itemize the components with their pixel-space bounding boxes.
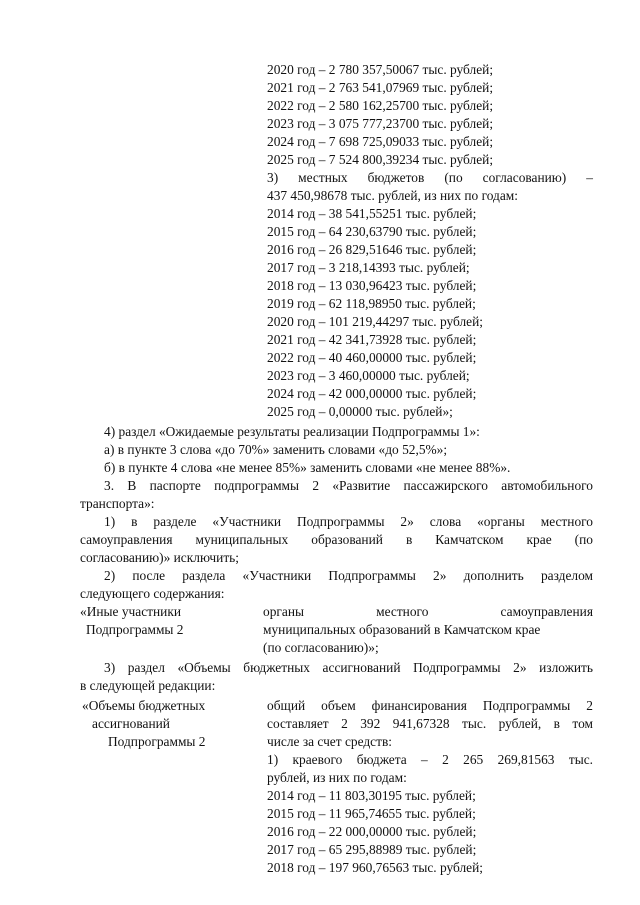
section-3-item-1-end: согласованию)» исключить; (80, 550, 240, 565)
volumes-value-2: составляет 2 392 941,67328 тыс. рублей, в том (267, 716, 593, 731)
volumes-value-3: числе за счет средств: (267, 734, 393, 749)
volumes-label-end: Подпрограммы 2 (108, 734, 206, 749)
volumes-value-5: рублей, из них по годам: (267, 770, 407, 785)
participants-value-cont: муниципальных образований в Камчатском крае (263, 622, 541, 637)
budget-line: 2024 год – 7 698 725,09033 тыс. рублей; (267, 134, 494, 149)
section-3-item-1: 1) в разделе «Участники Подпрограммы 2» слова «органы местного (104, 514, 593, 529)
budget-line: 2018 год – 13 030,96423 тыс. рублей; (267, 278, 477, 293)
section-3-item-1-cont: самоуправления муниципальных образований в Камчатском крае (по (80, 532, 593, 547)
participants-value-end: (по согласованию)»; (263, 640, 379, 655)
local-budget-total: 437 450,98678 тыс. рублей, из них по годам: (267, 188, 518, 203)
local-budget-heading: 3) местных бюджетов (по согласованию) – (267, 170, 593, 185)
volumes-label: «Объемы бюджетных (82, 698, 206, 713)
section-3-item-3: 3) раздел «Объемы бюджетных ассигнований Подпрограммы 2» изложить (104, 660, 593, 675)
section-3-item-2-cont: следующего содержания: (80, 586, 225, 601)
budget-line: 2020 год – 101 219,44297 тыс. рублей; (267, 314, 484, 329)
budget-line: 2021 год – 42 341,73928 тыс. рублей; (267, 332, 477, 347)
participants-value: органы местного самоуправления (263, 604, 593, 619)
budget-line: 2025 год – 7 524 800,39234 тыс. рублей; (267, 152, 494, 167)
budget-line: 2014 год – 38 541,55251 тыс. рублей; (267, 206, 477, 221)
paragraph-4: 4) раздел «Ожидаемые результаты реализации Подпрограммы 1»: (104, 424, 480, 439)
budget-line: 2014 год – 11 803,30195 тыс. рублей; (267, 788, 476, 803)
budget-line: 2023 год – 3 075 777,23700 тыс. рублей; (267, 116, 494, 131)
section-3-item-2: 2) после раздела «Участники Подпрограммы 2» дополнить разделом (104, 568, 593, 583)
budget-line: 2016 год – 22 000,00000 тыс. рублей; (267, 824, 477, 839)
budget-line: 2019 год – 62 118,98950 тыс. рублей; (267, 296, 476, 311)
budget-line: 2017 год – 3 218,14393 тыс. рублей; (267, 260, 470, 275)
budget-line: 2015 год – 11 965,74655 тыс. рублей; (267, 806, 476, 821)
budget-line: 2022 год – 2 580 162,25700 тыс. рублей; (267, 98, 494, 113)
budget-line: 2024 год – 42 000,00000 тыс. рублей; (267, 386, 477, 401)
volumes-value-1: общий объем финансирования Подпрограммы 2 (267, 698, 593, 713)
section-3-item-3-cont: в следующей редакции: (80, 678, 216, 693)
budget-line: 2022 год – 40 460,00000 тыс. рублей; (267, 350, 477, 365)
volumes-value-4: 1) краевого бюджета – 2 265 269,81563 тыс. (267, 752, 593, 767)
budget-line: 2020 год – 2 780 357,50067 тыс. рублей; (267, 62, 494, 77)
paragraph-4b: б) в пункте 4 слова «не менее 85%» заменить словами «не менее 88%». (104, 460, 511, 475)
budget-line: 2021 год – 2 763 541,07969 тыс. рублей; (267, 80, 494, 95)
paragraph-4a: а) в пункте 3 слова «до 70%» заменить словами «до 52,5%»; (104, 442, 448, 457)
budget-line: 2018 год – 197 960,76563 тыс. рублей; (267, 860, 484, 875)
budget-line: 2017 год – 65 295,88989 тыс. рублей; (267, 842, 477, 857)
participants-label: «Иные участники (80, 604, 181, 619)
section-3-heading: 3. В паспорте подпрограммы 2 «Развитие пассажирского автомобильного (104, 478, 593, 493)
participants-label-cont: Подпрограммы 2 (86, 622, 184, 637)
budget-line: 2016 год – 26 829,51646 тыс. рублей; (267, 242, 477, 257)
budget-line: 2015 год – 64 230,63790 тыс. рублей; (267, 224, 477, 239)
budget-line: 2023 год – 3 460,00000 тыс. рублей; (267, 368, 470, 383)
section-3-heading-cont: транспорта»: (80, 496, 155, 511)
budget-line: 2025 год – 0,00000 тыс. рублей»; (267, 404, 453, 419)
volumes-label-cont: ассигнований (92, 716, 170, 731)
